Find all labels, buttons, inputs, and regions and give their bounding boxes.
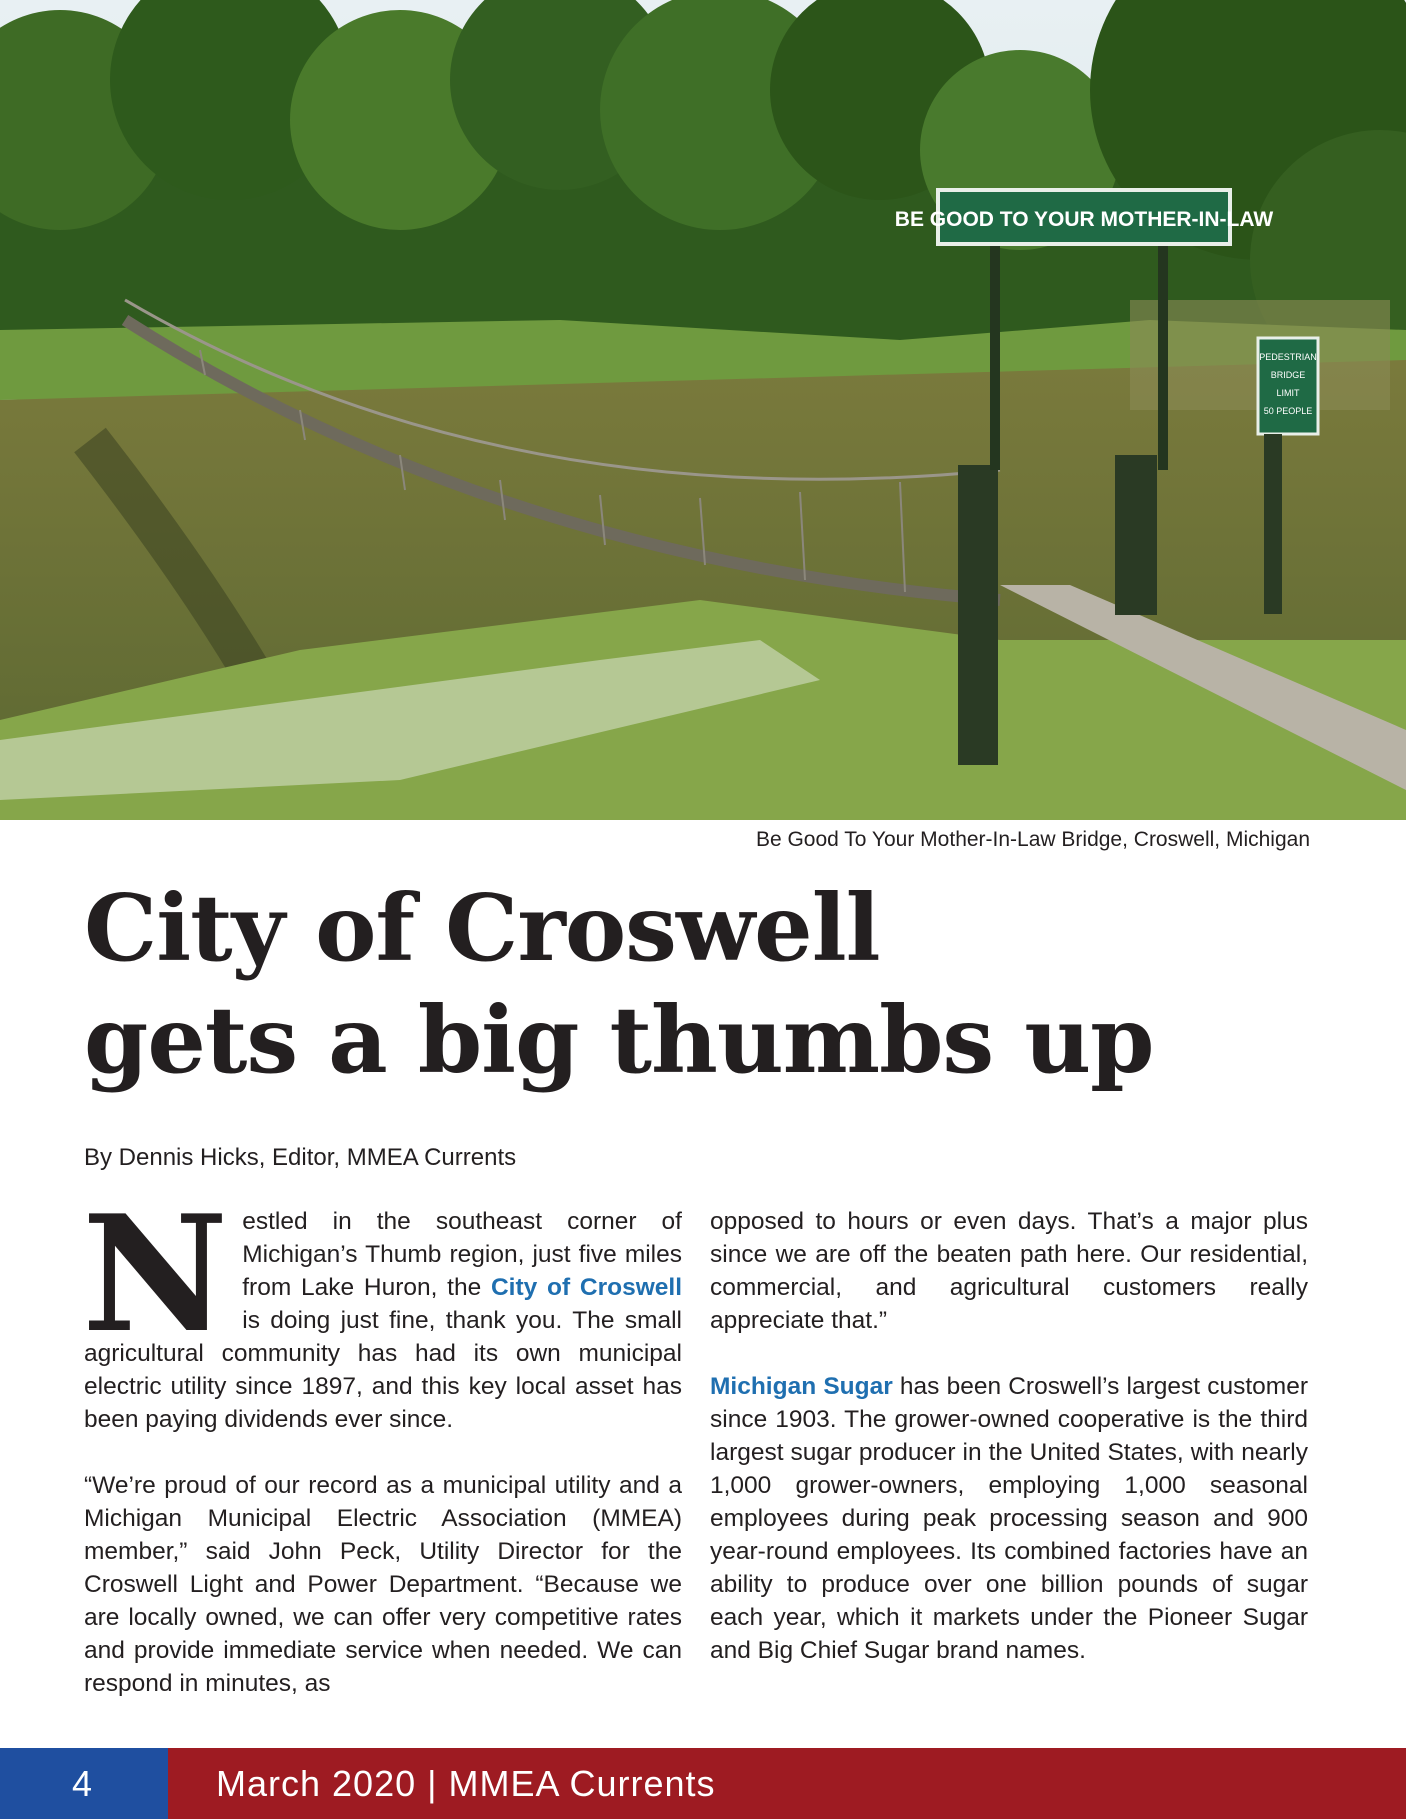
byline: By Dennis Hicks, Editor, MMEA Currents [84, 1144, 517, 1171]
svg-text:BRIDGE: BRIDGE [1270, 370, 1306, 380]
title-line-2: gets a big thumbs up [84, 986, 1154, 1094]
article-column-right [710, 1205, 1308, 1667]
paragraph-1: Nestled in the southeast corner of Michigan’s Thumb region, just five miles from Lake Huron, the City of Croswell is doing just fine, thank you. The small agricultural community has had its own municipal electric utility since 1897, and this key local asset has been paying dividends ever since. [82, 1180, 683, 1433]
title-line-1: City of Croswell [84, 874, 880, 982]
bridge-photo [0, 0, 1406, 820]
issue-label: March 2020 | MMEA Currents [168, 1748, 1406, 1819]
page-number: 4 [0, 1748, 168, 1819]
drop-cap: N [82, 1180, 229, 1368]
svg-text:PEDESTRIAN: PEDESTRIAN [1259, 352, 1317, 362]
bridge-sign-text: BE GOOD TO YOUR MOTHER-IN-LAW [894, 208, 1274, 231]
paragraph-2: “We’re proud of our record as a municipal utility and a Michigan Municipal Electric Association (MMEA) member,” said John Peck, Utility Director for the Croswell Light and Power Department. “Because we are locally owned, we can offer very competitive rates and provide immediate service when needed. We can respond in minutes, as [84, 1472, 682, 1697]
svg-text:LIMIT: LIMIT [1276, 388, 1300, 398]
paragraph-3: Michigan Sugar has been Croswell’s largest customer since 1903. The grower-owned cooperative is the third largest sugar producer in the United States, with nearly 1,000 grower-owners, employing 1,000 seasonal employees during peak processing season and 900 year-round employees. Its combined factories have an ability to produce over one billion pounds of sugar each year, which it markets under the Pioneer Sugar and Big Chief Sugar brand names. [710, 1373, 1308, 1664]
bridge-illustration [0, 0, 1406, 820]
bridge-sign [895, 190, 1274, 244]
paragraph-2-continued: opposed to hours or even days. That’s a major plus since we are off the beaten path here. Our residential, commercial, and agricultural customers really appreciate that.” [710, 1208, 1308, 1334]
article-column-left [82, 1180, 683, 1700]
city-of-croswell-link[interactable]: City of Croswell [490, 1274, 683, 1301]
photo-caption: Be Good To Your Mother-In-Law Bridge, Croswell, Michigan [755, 828, 1310, 851]
page-footer [0, 1748, 1406, 1819]
michigan-sugar-link[interactable]: Michigan Sugar [710, 1373, 893, 1400]
page-title [84, 872, 1324, 1096]
svg-text:50 PEOPLE: 50 PEOPLE [1263, 406, 1313, 416]
